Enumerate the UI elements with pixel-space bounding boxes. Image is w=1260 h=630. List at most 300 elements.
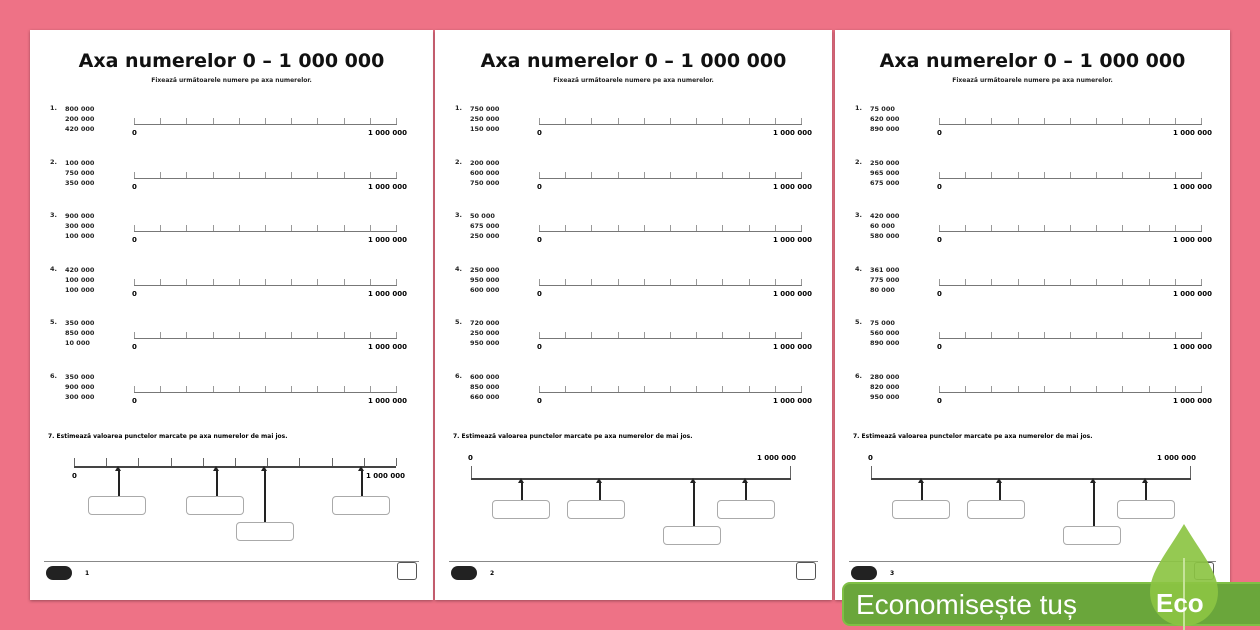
tick	[1122, 332, 1123, 338]
tick	[1201, 172, 1202, 178]
tick	[138, 458, 139, 466]
exercise-values	[65, 372, 94, 402]
tick	[134, 118, 135, 124]
answer-box[interactable]	[332, 496, 390, 515]
tick	[291, 386, 292, 392]
tick	[1122, 279, 1123, 285]
zero-label: 0	[537, 236, 542, 244]
value: 660 000	[470, 392, 500, 401]
value: 850 000	[470, 382, 500, 391]
tick	[1018, 172, 1019, 178]
exercise-number: 4.	[455, 264, 462, 273]
arrow-pointer	[521, 482, 523, 500]
tick	[1070, 279, 1071, 285]
eco-label: Economisește tuș	[856, 589, 1077, 620]
tick	[370, 279, 371, 285]
zero-label: 0	[132, 289, 137, 298]
value: 965 000	[870, 168, 900, 177]
value: 75 000	[870, 105, 895, 113]
exercise-values	[65, 158, 94, 188]
tick	[1122, 225, 1123, 231]
value: 675 000	[470, 222, 500, 230]
tick	[317, 225, 318, 231]
answer-box[interactable]	[663, 526, 721, 545]
tick	[801, 386, 802, 392]
max-label: 1 000 000	[368, 396, 407, 405]
tick	[1044, 386, 1045, 392]
tick	[239, 118, 240, 124]
tick	[565, 172, 566, 178]
exercise-number: 6.	[855, 371, 862, 380]
max-label: 1 000 000	[773, 129, 812, 137]
worksheet-page[interactable]	[835, 30, 1230, 600]
tick	[722, 172, 723, 178]
tick	[160, 172, 161, 178]
tick	[539, 386, 540, 392]
value: 350 000	[65, 372, 95, 381]
tick	[396, 458, 397, 466]
answer-box[interactable]	[236, 522, 294, 541]
value: 675 000	[870, 178, 900, 187]
tick	[1070, 172, 1071, 178]
tick	[239, 279, 240, 285]
tick	[790, 466, 791, 478]
exercise-item	[855, 318, 1225, 368]
max-label: 1 000 000	[368, 236, 407, 244]
exercise-values	[65, 104, 94, 134]
number-line[interactable]	[134, 338, 397, 339]
tick	[265, 172, 266, 178]
answer-box[interactable]	[492, 500, 550, 519]
max-label: 1 000 000	[757, 454, 796, 462]
tick	[160, 225, 161, 231]
tick	[801, 332, 802, 338]
tick	[775, 386, 776, 392]
tick	[370, 118, 371, 124]
arrow-pointer	[118, 470, 120, 496]
tick	[1175, 332, 1176, 338]
exercise-item	[855, 104, 1225, 154]
tick	[749, 386, 750, 392]
worksheet-page[interactable]	[30, 30, 433, 600]
page-instructions: Fixează următoarele numere pe axa numerelor.	[553, 77, 714, 84]
value: 950 000	[470, 339, 500, 347]
exercise-item	[855, 372, 1225, 422]
zero-label: 0	[537, 343, 542, 351]
page-title: Axa numerelor 0 – 1 000 000	[480, 50, 787, 72]
tick	[299, 458, 300, 466]
exercise-number: 4.	[855, 264, 862, 273]
question-7: 7. Estimează valoarea punctelor marcate pe axa numerelor de mai jos.	[48, 433, 288, 440]
tick	[265, 225, 266, 231]
tick	[1070, 386, 1071, 392]
value: 100 000	[65, 158, 95, 167]
exercise-number: 5.	[855, 318, 862, 326]
tick	[1096, 172, 1097, 178]
tick	[644, 279, 645, 285]
tick	[696, 225, 697, 231]
tick	[539, 172, 540, 178]
tick	[160, 118, 161, 124]
tick	[644, 225, 645, 231]
tick	[265, 332, 266, 338]
tick	[1149, 172, 1150, 178]
tick	[722, 225, 723, 231]
value: 100 000	[65, 232, 95, 240]
arrow-pointer	[599, 482, 601, 500]
tick	[565, 279, 566, 285]
zero-label: 0	[132, 182, 137, 191]
zero-label: 0	[132, 129, 137, 137]
tick	[991, 279, 992, 285]
zero-label: 0	[537, 182, 542, 191]
tick	[749, 332, 750, 338]
tick	[370, 386, 371, 392]
tick	[801, 172, 802, 178]
exercise-item	[455, 104, 825, 154]
value: 950 000	[870, 392, 900, 401]
answer-box[interactable]	[1117, 500, 1175, 519]
tick	[396, 386, 397, 392]
eco-badge-label: Eco	[1156, 588, 1204, 618]
tick	[186, 225, 187, 231]
number-line[interactable]	[939, 178, 1202, 179]
tick	[644, 386, 645, 392]
number-line[interactable]	[939, 124, 1202, 125]
tick	[171, 458, 172, 466]
tick	[965, 172, 966, 178]
tick	[344, 332, 345, 338]
tick	[991, 118, 992, 124]
number-line[interactable]	[939, 285, 1202, 286]
exercise-values	[65, 265, 94, 295]
tick	[871, 466, 872, 478]
tick	[213, 118, 214, 124]
value: 720 000	[470, 319, 500, 327]
page-title: Axa numerelor 0 – 1 000 000	[879, 50, 1186, 72]
value: 250 000	[470, 232, 500, 240]
tick	[239, 386, 240, 392]
zero-label: 0	[537, 289, 542, 298]
tick	[370, 225, 371, 231]
tick	[265, 118, 266, 124]
page-instructions: Fixează următoarele numere pe axa numerelor.	[952, 77, 1113, 84]
footer-divider	[449, 561, 818, 562]
tick	[696, 332, 697, 338]
tick	[539, 332, 540, 338]
tick	[213, 332, 214, 338]
tick	[471, 466, 472, 478]
zero-label: 0	[937, 289, 942, 298]
answer-box[interactable]	[892, 500, 950, 519]
exercise-values	[470, 211, 499, 241]
tick	[965, 279, 966, 285]
tick	[644, 332, 645, 338]
zero-label: 0	[937, 129, 942, 137]
value: 350 000	[65, 178, 95, 187]
tick	[1149, 386, 1150, 392]
number-line[interactable]	[939, 231, 1202, 232]
tick	[965, 118, 966, 124]
footer-divider	[44, 561, 419, 562]
tick	[1149, 225, 1150, 231]
exercise-number: 3.	[50, 211, 57, 219]
exercise-item	[455, 318, 825, 368]
answer-box[interactable]	[567, 500, 625, 519]
answer-box[interactable]	[88, 496, 146, 515]
tick	[775, 332, 776, 338]
exercise-item	[455, 158, 825, 208]
max-label: 1 000 000	[773, 396, 812, 405]
answer-box[interactable]	[717, 500, 775, 519]
value: 420 000	[65, 265, 95, 274]
value: 250 000	[470, 329, 500, 337]
tick	[186, 172, 187, 178]
number-line[interactable]	[539, 338, 802, 339]
tick	[670, 118, 671, 124]
exercise-item	[50, 211, 420, 261]
tick	[965, 386, 966, 392]
tick	[991, 225, 992, 231]
worksheet-page[interactable]	[435, 30, 832, 600]
max-label: 1 000 000	[368, 182, 407, 191]
exercise-values	[65, 318, 94, 348]
max-label: 1 000 000	[366, 472, 405, 480]
number-line[interactable]	[939, 392, 1202, 393]
number-line[interactable]	[134, 124, 397, 125]
value: 10 000	[65, 339, 90, 347]
tick	[317, 386, 318, 392]
answer-box[interactable]	[967, 500, 1025, 519]
tick	[1044, 118, 1045, 124]
value: 350 000	[65, 319, 95, 327]
exercise-item	[855, 265, 1225, 315]
twinkl-logo	[451, 566, 477, 580]
arrow-pointer	[1093, 482, 1095, 526]
tick	[1149, 332, 1150, 338]
tick	[213, 279, 214, 285]
tick	[749, 279, 750, 285]
tick	[565, 386, 566, 392]
exercise-number: 2.	[855, 157, 862, 166]
tick	[344, 279, 345, 285]
number-line[interactable]	[134, 231, 397, 232]
tick	[749, 118, 750, 124]
tick	[591, 386, 592, 392]
tick	[239, 332, 240, 338]
tick	[396, 279, 397, 285]
tick	[291, 172, 292, 178]
exercise-values	[870, 372, 899, 402]
page-number: 3	[890, 570, 895, 577]
tick	[696, 386, 697, 392]
number-line[interactable]	[539, 178, 802, 179]
estimate-number-line	[74, 466, 396, 468]
tick	[1096, 386, 1097, 392]
tick	[539, 279, 540, 285]
number-line[interactable]	[539, 124, 802, 125]
tick	[1175, 225, 1176, 231]
tick	[1096, 332, 1097, 338]
value: 600 000	[470, 372, 500, 381]
max-label: 1 000 000	[1173, 182, 1212, 191]
tick	[213, 225, 214, 231]
question-7: 7. Estimează valoarea punctelor marcate pe axa numerelor de mai jos.	[853, 433, 1093, 440]
max-label: 1 000 000	[368, 289, 407, 298]
number-line[interactable]	[539, 285, 802, 286]
tick	[1122, 172, 1123, 178]
value: 620 000	[870, 115, 900, 123]
tick	[670, 332, 671, 338]
tick	[1044, 172, 1045, 178]
tick	[1044, 332, 1045, 338]
value: 750 000	[65, 168, 95, 177]
exercise-item	[855, 211, 1225, 261]
page-number: 2	[490, 570, 495, 577]
value: 100 000	[65, 275, 95, 284]
tick	[364, 458, 365, 466]
value: 250 000	[470, 115, 500, 123]
tick	[591, 118, 592, 124]
tick	[1018, 225, 1019, 231]
value: 250 000	[470, 265, 500, 274]
zero-label: 0	[537, 129, 542, 137]
tick	[939, 225, 940, 231]
tick	[696, 172, 697, 178]
arrow-pointer	[1145, 482, 1147, 500]
tick	[396, 172, 397, 178]
exercise-item	[855, 158, 1225, 208]
exercise-values	[870, 104, 899, 134]
value: 80 000	[870, 285, 895, 294]
tick	[291, 332, 292, 338]
tick	[991, 332, 992, 338]
number-line[interactable]	[539, 392, 802, 393]
tick	[186, 118, 187, 124]
exercise-number: 5.	[50, 318, 57, 326]
tick	[265, 279, 266, 285]
tick	[317, 172, 318, 178]
tick	[939, 386, 940, 392]
value: 750 000	[470, 178, 500, 187]
answer-box[interactable]	[186, 496, 244, 515]
tick	[239, 225, 240, 231]
value: 890 000	[870, 339, 900, 347]
tick	[396, 118, 397, 124]
tick	[722, 332, 723, 338]
exercise-number: 2.	[50, 157, 57, 166]
tick	[344, 172, 345, 178]
tick	[344, 386, 345, 392]
number-line[interactable]	[134, 392, 397, 393]
tick	[160, 386, 161, 392]
exercise-values	[470, 104, 499, 134]
number-line[interactable]	[134, 178, 397, 179]
number-line[interactable]	[539, 231, 802, 232]
value: 890 000	[870, 125, 900, 133]
tick	[1018, 118, 1019, 124]
tick	[644, 172, 645, 178]
value: 600 000	[470, 168, 500, 177]
tick	[618, 279, 619, 285]
value: 580 000	[870, 232, 900, 240]
exercise-number: 1.	[855, 104, 862, 112]
max-label: 1 000 000	[1157, 454, 1196, 462]
exercise-values	[870, 158, 899, 188]
tick	[591, 332, 592, 338]
tick	[618, 225, 619, 231]
tick	[801, 118, 802, 124]
twinkl-logo	[851, 566, 877, 580]
tick	[370, 172, 371, 178]
tick	[801, 225, 802, 231]
tick	[670, 386, 671, 392]
tick	[213, 386, 214, 392]
number-line[interactable]	[939, 338, 1202, 339]
exercise-values	[470, 158, 499, 188]
number-line[interactable]	[134, 285, 397, 286]
tick	[939, 332, 940, 338]
tick	[939, 279, 940, 285]
tick	[1201, 332, 1202, 338]
exercise-values	[470, 265, 499, 295]
exercise-number: 3.	[855, 211, 862, 219]
value: 750 000	[470, 105, 500, 113]
tick	[1122, 386, 1123, 392]
tick	[1044, 279, 1045, 285]
exercise-item	[50, 372, 420, 422]
tick	[332, 458, 333, 466]
tick	[939, 172, 940, 178]
tick	[1018, 332, 1019, 338]
zero-label: 0	[537, 396, 542, 405]
tick	[591, 225, 592, 231]
tick	[565, 332, 566, 338]
tick	[344, 118, 345, 124]
tick	[134, 279, 135, 285]
tick	[291, 225, 292, 231]
value: 150 000	[470, 125, 500, 133]
value: 300 000	[65, 392, 95, 401]
value: 420 000	[65, 125, 95, 133]
tick	[644, 118, 645, 124]
exercise-item	[50, 158, 420, 208]
value: 900 000	[65, 382, 95, 391]
tick	[991, 172, 992, 178]
tick	[134, 332, 135, 338]
tick	[591, 172, 592, 178]
value: 60 000	[870, 222, 895, 230]
tick	[1201, 386, 1202, 392]
exercise-number: 6.	[455, 371, 462, 380]
tick	[267, 458, 268, 466]
exercise-number: 6.	[50, 371, 57, 380]
tick	[775, 279, 776, 285]
tick	[186, 332, 187, 338]
tick	[670, 225, 671, 231]
tick	[74, 458, 75, 466]
exercise-values	[470, 372, 499, 402]
zero-label: 0	[937, 343, 942, 351]
answer-box[interactable]	[1063, 526, 1121, 545]
arrow-pointer	[361, 470, 363, 496]
tick	[291, 279, 292, 285]
tick	[186, 386, 187, 392]
tick	[618, 118, 619, 124]
tick	[1190, 466, 1191, 478]
tick	[134, 172, 135, 178]
page-instructions: Fixează următoarele numere pe axa numerelor.	[151, 77, 312, 84]
